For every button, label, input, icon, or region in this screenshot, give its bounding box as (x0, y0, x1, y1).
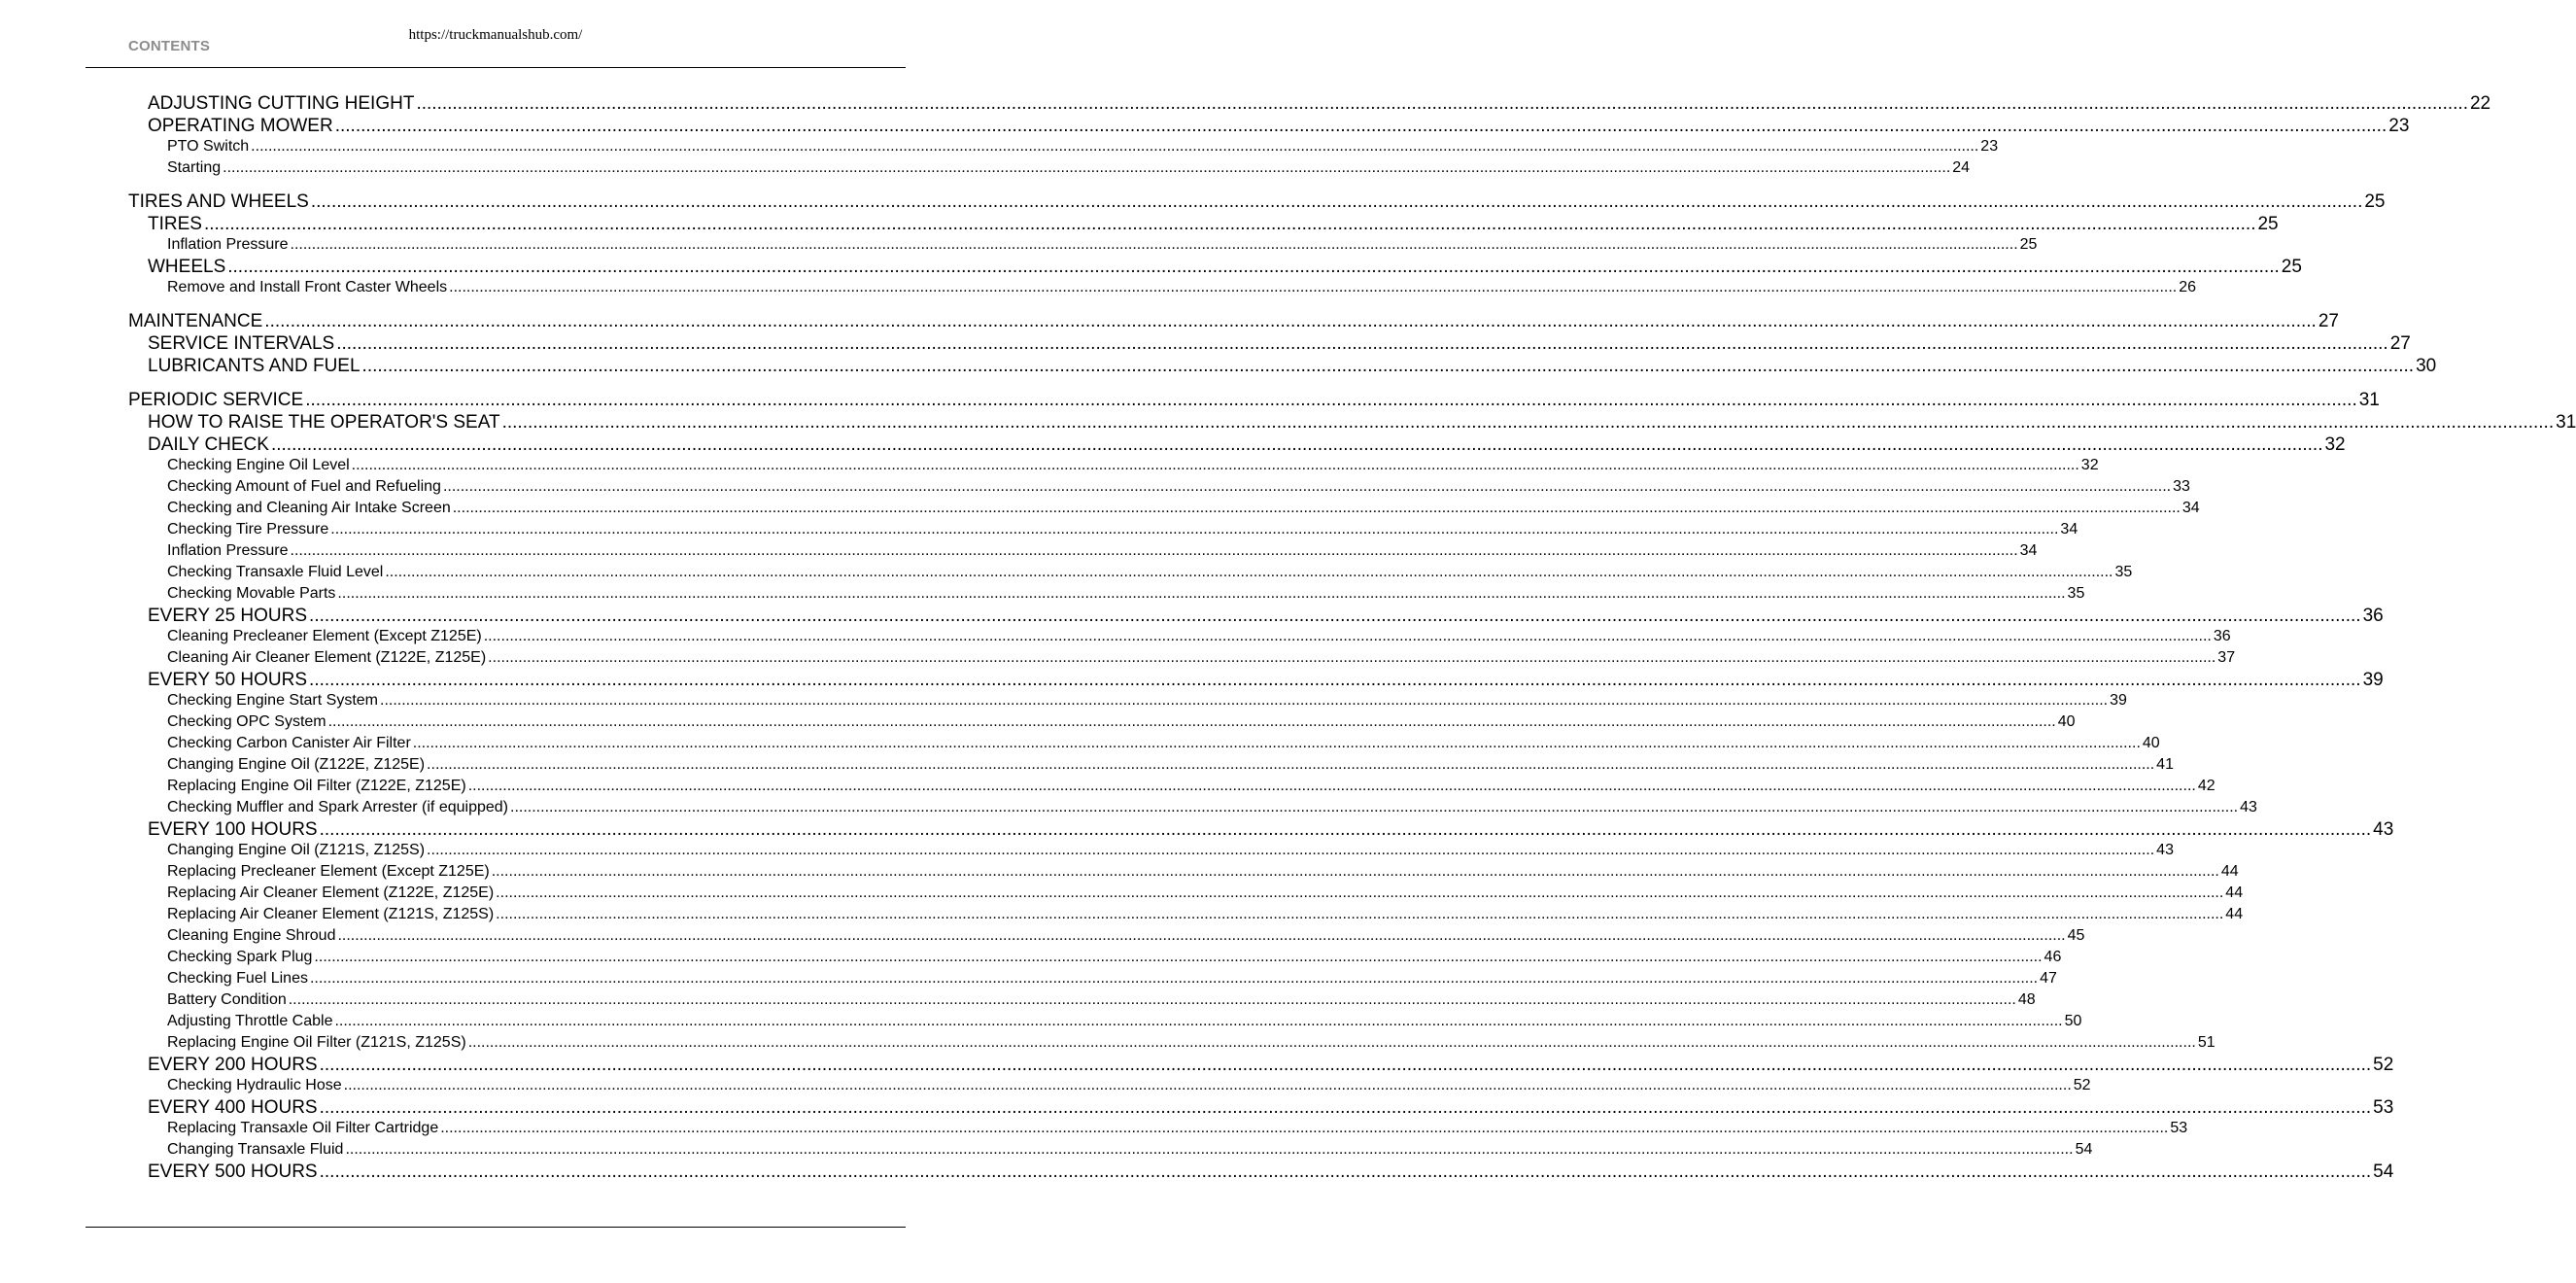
toc-dot-leader: ................................................................................................................................................................................................................................................................................................................................................................................................................ (488, 649, 2216, 666)
toc-dot-leader: ................................................................................................................................................................................................................................................................................................................................................................................................................ (314, 949, 2043, 965)
toc-entry-title: ADJUSTING CUTTING HEIGHT (148, 93, 415, 114)
toc-dot-leader: ................................................................................................................................................................................................................................................................................................................................................................................................................ (416, 93, 2468, 114)
toc-entry[interactable] (148, 412, 2576, 433)
toc-entry-page-number: 46 (2044, 949, 2062, 965)
toc-entry-title: EVERY 25 HOURS (148, 606, 308, 626)
toc-dot-leader: ................................................................................................................................................................................................................................................................................................................................................................................................................ (452, 500, 2181, 516)
toc-dot-leader: ................................................................................................................................................................................................................................................................................................................................................................................................................ (319, 1055, 2372, 1075)
toc-dot-leader: ................................................................................................................................................................................................................................................................................................................................................................................................................ (442, 478, 2172, 495)
toc-entry-title: Checking Movable Parts (167, 585, 336, 602)
toc-dot-leader: ................................................................................................................................................................................................................................................................................................................................................................................................................ (305, 390, 2357, 410)
toc-entry-page-number: 45 (2067, 927, 2085, 944)
toc-entry[interactable] (167, 499, 2200, 518)
toc-entry-page-number: 34 (2181, 500, 2200, 516)
toc-dot-leader: ................................................................................................................................................................................................................................................................................................................................................................................................................ (467, 1034, 2196, 1051)
toc-entry-page-number: 52 (2373, 1055, 2394, 1075)
toc-entry[interactable] (167, 905, 2244, 924)
toc-entry-title: Replacing Air Cleaner Element (Z122E, Z125E) (167, 884, 495, 901)
toc-entry-page-number: 30 (2416, 356, 2437, 376)
toc-entry-title: EVERY 500 HOURS (148, 1162, 318, 1182)
toc-entry[interactable] (128, 390, 2380, 411)
toc-dot-leader: ................................................................................................................................................................................................................................................................................................................................................................................................................ (440, 1120, 2169, 1136)
toc-dot-leader: ................................................................................................................................................................................................................................................................................................................................................................................................................ (343, 1077, 2072, 1093)
toc-entry-page-number: 53 (2170, 1120, 2188, 1136)
toc-entry-page-number: 34 (2060, 521, 2078, 537)
toc-dot-leader: ................................................................................................................................................................................................................................................................................................................................................................................................................ (309, 970, 2039, 987)
toc-entry-title: DAILY CHECK (148, 434, 269, 455)
toc-entry[interactable] (167, 926, 2085, 946)
toc-entry[interactable] (167, 1119, 2188, 1138)
toc-entry-page-number: 27 (2318, 311, 2339, 331)
toc-dot-leader: ................................................................................................................................................................................................................................................................................................................................................................................................................ (290, 236, 2018, 253)
toc-entry-title: Replacing Engine Oil Filter (Z121S, Z125S) (167, 1034, 466, 1051)
toc-entry-page-number: 35 (2067, 585, 2085, 602)
toc-entry-title: Inflation Pressure (167, 542, 289, 559)
toc-dot-leader: ................................................................................................................................................................................................................................................................................................................................................................................................................ (319, 1162, 2372, 1182)
toc-entry-title: Checking Carbon Canister Air Filter (167, 735, 411, 751)
toc-entry-title: SERVICE INTERVALS (148, 333, 335, 354)
toc-entry-title: Changing Engine Oil (Z122E, Z125E) (167, 756, 426, 773)
toc-entry-title: Checking Fuel Lines (167, 970, 308, 987)
toc-entry[interactable] (167, 456, 2099, 475)
toc-entry-page-number: 39 (2110, 692, 2127, 709)
toc-entry[interactable] (167, 990, 2036, 1010)
toc-entry-page-number: 26 (2179, 279, 2197, 295)
toc-entry-title: PERIODIC SERVICE (128, 390, 304, 410)
toc-dot-leader: ................................................................................................................................................................................................................................................................................................................................................................................................................ (483, 628, 2212, 644)
toc-entry[interactable] (167, 541, 2038, 561)
toc-entry[interactable] (148, 434, 2346, 456)
toc-entry[interactable] (148, 606, 2384, 627)
toc-entry-title: Starting (167, 159, 222, 176)
toc-entry-title: Cleaning Precleaner Element (Except Z125E) (167, 628, 482, 644)
toc-entry[interactable] (148, 93, 2491, 115)
toc-entry[interactable] (167, 1076, 2091, 1095)
toc-entry-page-number: 22 (2469, 93, 2491, 114)
toc-entry-page-number: 32 (2324, 434, 2346, 455)
toc-entry[interactable] (128, 311, 2339, 332)
toc-entry-title: TIRES (148, 214, 202, 234)
toc-entry-page-number: 48 (2017, 991, 2036, 1008)
toc-entry[interactable] (167, 862, 2239, 882)
toc-entry-page-number: 34 (2019, 542, 2038, 559)
toc-dot-leader: ................................................................................................................................................................................................................................................................................................................................................................................................................ (309, 606, 2361, 626)
toc-dot-leader: ................................................................................................................................................................................................................................................................................................................................................................................................................ (337, 585, 2066, 602)
toc-entry[interactable] (167, 1033, 2215, 1053)
toc-entry-title: Checking Spark Plug (167, 949, 313, 965)
toc-entry[interactable] (148, 1055, 2394, 1076)
toc-dot-leader: ................................................................................................................................................................................................................................................................................................................................................................................................................ (385, 564, 2113, 580)
toc-entry-page-number: 43 (2240, 799, 2257, 815)
header-divider (86, 67, 906, 68)
toc-dot-leader: ................................................................................................................................................................................................................................................................................................................................................................................................................ (330, 521, 2059, 537)
toc-entry-title: EVERY 100 HOURS (148, 819, 318, 840)
toc-entry-page-number: 25 (2281, 257, 2302, 277)
toc-entry-page-number: 51 (2197, 1034, 2215, 1051)
toc-entry[interactable] (167, 734, 2160, 753)
toc-entry-title: EVERY 400 HOURS (148, 1097, 318, 1118)
toc-entry[interactable] (148, 1162, 2394, 1183)
toc-entry-title: Adjusting Throttle Cable (167, 1013, 333, 1029)
toc-dot-leader: ................................................................................................................................................................................................................................................................................................................................................................................................................ (264, 311, 2317, 331)
toc-entry[interactable] (167, 235, 2038, 255)
toc-entry-page-number: 42 (2197, 778, 2215, 794)
toc-dot-leader: ................................................................................................................................................................................................................................................................................................................................................................................................................ (227, 257, 2280, 277)
toc-entry-title: Cleaning Engine Shroud (167, 927, 336, 944)
toc-dot-leader: ................................................................................................................................................................................................................................................................................................................................................................................................................ (203, 214, 2256, 234)
toc-entry[interactable] (148, 116, 2410, 137)
toc-dot-leader: ................................................................................................................................................................................................................................................................................................................................................................................................................ (334, 116, 2387, 136)
toc-entry[interactable] (148, 819, 2394, 841)
footer-divider (86, 1227, 906, 1228)
toc-entry-page-number: 35 (2114, 564, 2133, 580)
toc-entry[interactable] (167, 969, 2057, 988)
toc-dot-leader: ................................................................................................................................................................................................................................................................................................................................................................................................................ (496, 884, 2224, 901)
toc-entry-page-number: 43 (2156, 842, 2174, 858)
toc-entry[interactable] (167, 948, 2062, 967)
toc-entry[interactable] (167, 158, 1971, 178)
toc-entry-page-number: 44 (2225, 884, 2244, 901)
toc-dot-leader: ................................................................................................................................................................................................................................................................................................................................................................................................................ (319, 1097, 2372, 1118)
toc-entry-title: Checking Hydraulic Hose (167, 1077, 342, 1093)
toc-entry[interactable] (167, 777, 2215, 796)
toc-dot-leader: ................................................................................................................................................................................................................................................................................................................................................................................................................ (449, 279, 2178, 295)
toc-entry[interactable] (128, 191, 2386, 213)
toc-dot-leader: ................................................................................................................................................................................................................................................................................................................................................................................................................ (327, 713, 2056, 730)
toc-entry-title: Checking Tire Pressure (167, 521, 329, 537)
toc-dot-leader: ................................................................................................................................................................................................................................................................................................................................................................................................................ (288, 991, 2016, 1008)
toc-entry-page-number: 40 (2057, 713, 2076, 730)
toc-dot-leader: ................................................................................................................................................................................................................................................................................................................................................................................................................ (270, 434, 2323, 455)
toc-dot-leader: ................................................................................................................................................................................................................................................................................................................................................................................................................ (427, 756, 2155, 773)
toc-entry-page-number: 54 (2373, 1162, 2394, 1182)
toc-entry-title: Remove and Install Front Caster Wheels (167, 279, 448, 295)
toc-entry-page-number: 44 (2220, 863, 2239, 880)
section-header-label: CONTENTS (128, 38, 211, 54)
toc-dot-leader: ................................................................................................................................................................................................................................................................................................................................................................................................................ (334, 1013, 2063, 1029)
toc-entry-title: Checking Muffler and Spark Arrester (if equipped) (167, 799, 508, 815)
toc-dot-leader: ................................................................................................................................................................................................................................................................................................................................................................................................................ (380, 692, 2109, 709)
toc-entry[interactable] (167, 627, 2231, 646)
source-url[interactable]: https://truckmanualshub.com/ (408, 27, 583, 43)
toc-entry[interactable] (148, 1097, 2394, 1119)
toc-dot-leader: ................................................................................................................................................................................................................................................................................................................................................................................................................ (510, 799, 2239, 815)
toc-entry-page-number: 31 (2358, 390, 2380, 410)
toc-entry-page-number: 31 (2556, 412, 2576, 433)
toc-entry-title: Checking Amount of Fuel and Refueling (167, 478, 441, 495)
toc-entry-page-number: 25 (2364, 191, 2386, 212)
toc-entry[interactable] (167, 884, 2244, 903)
toc-entry-page-number: 43 (2373, 819, 2394, 840)
toc-entry-page-number: 37 (2217, 649, 2236, 666)
toc-entry-title: TIRES AND WHEELS (128, 191, 309, 212)
toc-dot-leader: ................................................................................................................................................................................................................................................................................................................................................................................................................ (361, 356, 2415, 376)
toc-dot-leader: ................................................................................................................................................................................................................................................................................................................................................................................................................ (345, 1141, 2074, 1158)
toc-entry-page-number: 47 (2040, 970, 2057, 987)
toc-dot-leader: ................................................................................................................................................................................................................................................................................................................................................................................................................ (336, 333, 2388, 354)
toc-dot-leader: ................................................................................................................................................................................................................................................................................................................................................................................................................ (351, 457, 2079, 473)
toc-entry-title: Cleaning Air Cleaner Element (Z122E, Z125E) (167, 649, 487, 666)
toc-entry-title: Checking OPC System (167, 713, 326, 730)
toc-dot-leader: ................................................................................................................................................................................................................................................................................................................................................................................................................ (412, 735, 2141, 751)
toc-entry-title: Replacing Transaxle Oil Filter Cartridge (167, 1120, 439, 1136)
toc-entry[interactable] (167, 563, 2133, 582)
toc-entry[interactable] (167, 584, 2085, 604)
toc-entry-page-number: 53 (2373, 1097, 2394, 1118)
toc-dot-leader: ................................................................................................................................................................................................................................................................................................................................................................................................................ (427, 842, 2155, 858)
toc-dot-leader: ................................................................................................................................................................................................................................................................................................................................................................................................................ (467, 778, 2196, 794)
toc-entry[interactable] (167, 755, 2174, 775)
toc-entry-page-number: 36 (2362, 606, 2384, 626)
toc-entry-page-number: 23 (2388, 116, 2410, 136)
toc-entry-page-number: 54 (2075, 1141, 2093, 1158)
toc-entry[interactable] (167, 691, 2127, 711)
toc-entry[interactable] (167, 1012, 2082, 1031)
toc-entry[interactable] (148, 214, 2279, 235)
toc-entry-page-number: 23 (1980, 138, 1999, 155)
toc-dot-leader: ................................................................................................................................................................................................................................................................................................................................................................................................................ (223, 159, 1951, 176)
toc-entry-title: Inflation Pressure (167, 236, 289, 253)
toc-entry-title: Replacing Air Cleaner Element (Z121S, Z125S) (167, 906, 495, 922)
toc-entry-title: EVERY 200 HOURS (148, 1055, 318, 1075)
toc-entry-title: Replacing Engine Oil Filter (Z122E, Z125E) (167, 778, 466, 794)
toc-dot-leader: ................................................................................................................................................................................................................................................................................................................................................................................................................ (310, 191, 2363, 212)
toc-entry[interactable] (148, 670, 2384, 691)
toc-entry-page-number: 33 (2173, 478, 2190, 495)
toc-entry-page-number: 36 (2213, 628, 2231, 644)
toc-entry[interactable] (167, 477, 2190, 497)
toc-dot-leader: ................................................................................................................................................................................................................................................................................................................................................................................................................ (319, 819, 2372, 840)
toc-entry-title: Changing Transaxle Fluid (167, 1141, 344, 1158)
toc-entry-title: OPERATING MOWER (148, 116, 333, 136)
toc-entry-title: MAINTENANCE (128, 311, 263, 331)
toc-entry[interactable] (167, 1140, 2093, 1160)
toc-entry[interactable] (148, 333, 2411, 355)
toc-entry[interactable] (148, 356, 2437, 377)
toc-entry-page-number: 44 (2225, 906, 2244, 922)
toc-entry-title: Checking and Cleaning Air Intake Screen (167, 500, 451, 516)
toc-entry[interactable] (167, 712, 2076, 732)
toc-dot-leader: ................................................................................................................................................................................................................................................................................................................................................................................................................ (309, 670, 2361, 690)
toc-entry[interactable] (148, 257, 2302, 278)
toc-dot-leader: ................................................................................................................................................................................................................................................................................................................................................................................................................ (290, 542, 2018, 559)
toc-entry[interactable] (167, 137, 1999, 156)
toc-entry-title: Battery Condition (167, 991, 287, 1008)
toc-entry-title: HOW TO RAISE THE OPERATOR'S SEAT (148, 412, 500, 433)
toc-dot-leader: ................................................................................................................................................................................................................................................................................................................................................................................................................ (251, 138, 1979, 155)
toc-entry-title: Replacing Precleaner Element (Except Z125E) (167, 863, 490, 880)
toc-dot-leader: ................................................................................................................................................................................................................................................................................................................................................................................................................ (501, 412, 2555, 433)
toc-entry-page-number: 52 (2073, 1077, 2091, 1093)
toc-entry[interactable] (167, 278, 2197, 297)
toc-entry[interactable] (167, 520, 2078, 539)
toc-dot-leader: ................................................................................................................................................................................................................................................................................................................................................................................................................ (496, 906, 2224, 922)
toc-entry-page-number: 32 (2080, 457, 2099, 473)
toc-entry-page-number: 24 (1952, 159, 1971, 176)
toc-dot-leader: ................................................................................................................................................................................................................................................................................................................................................................................................................ (337, 927, 2066, 944)
toc-entry-title: Checking Transaxle Fluid Level (167, 564, 384, 580)
toc-entry-page-number: 25 (2257, 214, 2279, 234)
toc-entry-title: Changing Engine Oil (Z121S, Z125S) (167, 842, 426, 858)
toc-entry-page-number: 40 (2142, 735, 2160, 751)
toc-entry-page-number: 25 (2019, 236, 2038, 253)
toc-entry[interactable] (167, 841, 2174, 860)
toc-entry-page-number: 50 (2064, 1013, 2082, 1029)
toc-entry-page-number: 27 (2389, 333, 2411, 354)
toc-entry-title: Checking Engine Oil Level (167, 457, 350, 473)
toc-entry-title: PTO Switch (167, 138, 250, 155)
toc-dot-leader: ................................................................................................................................................................................................................................................................................................................................................................................................................ (491, 863, 2219, 880)
toc-entry[interactable] (167, 648, 2236, 668)
toc-entry-page-number: 39 (2362, 670, 2384, 690)
toc-entry-title: Checking Engine Start System (167, 692, 378, 709)
toc-entry-title: WHEELS (148, 257, 226, 277)
toc-entry-title: LUBRICANTS AND FUEL (148, 356, 361, 376)
toc-entry-page-number: 41 (2156, 756, 2174, 773)
toc-entry-title: EVERY 50 HOURS (148, 670, 308, 690)
toc-entry[interactable] (167, 798, 2257, 817)
